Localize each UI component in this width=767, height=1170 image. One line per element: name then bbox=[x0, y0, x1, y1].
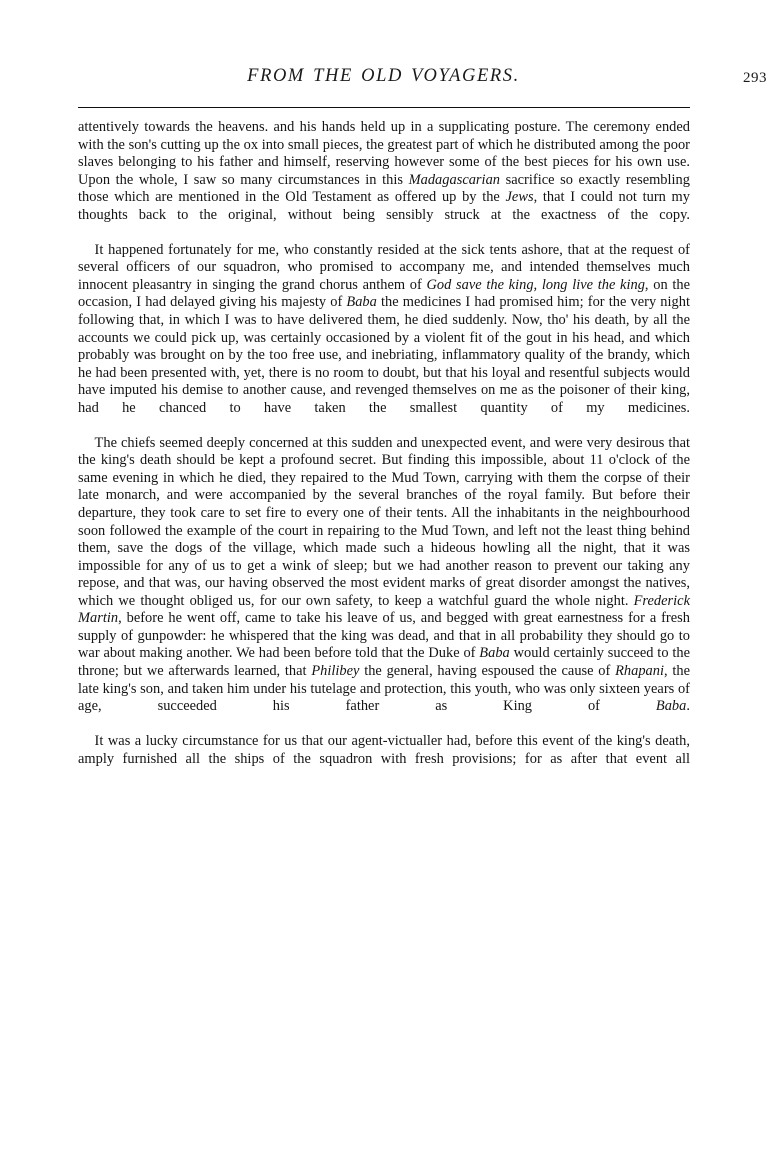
header-rule bbox=[78, 107, 690, 108]
text-run: , that I could not turn my thoughts back to the original, without being sensibly struck at the exactness of the copy. bbox=[78, 189, 690, 223]
italic-phrase: Madagascarian bbox=[408, 171, 501, 188]
text-run: It happened fortunately for me, who constantly resided at the sick tents ashore, that at the request of several officers of our squadron, who promised to accompany me, and intended themselves much innocent pleasantry in singing the grand chorus anthem of bbox=[78, 241, 690, 293]
page-number: 293 bbox=[743, 70, 767, 86]
body-text bbox=[78, 119, 690, 786]
paragraph bbox=[78, 119, 690, 242]
italic-phrase: Baba bbox=[655, 698, 687, 715]
italic-phrase: God save the king, long live the king bbox=[426, 276, 645, 293]
text-run: . bbox=[686, 698, 690, 715]
text-run: the general, having espoused the cause of bbox=[359, 662, 616, 679]
italic-phrase: Frederick Martin bbox=[78, 592, 690, 627]
text-run: , on the occasion, I had delayed giving his majesty of bbox=[78, 276, 690, 311]
italic-phrase: Philibey bbox=[311, 662, 360, 679]
text-run: It was a lucky circumstance for us that our agent-victualler had, before this event of the king's death, amply furnished all the ships of the squadron with fresh provisions; for as after that event all bbox=[78, 733, 690, 767]
running-head bbox=[0, 0, 767, 112]
text-run: sacrifice so exactly resembling those which are mentioned in the Old Testament as offered up by the bbox=[78, 171, 690, 206]
text-run: the medicines I had promised him; for the very night following that, in which I was to have delivered them, he died suddenly. Now, tho' his death, by all the accounts we could pick up, was certainly occasioned by a violent fit of the gout in his head, and which probably was brought on by the too free use, and inebriating, inflammatory quality of the brandy, which he had been presented with, yet, there is no room to doubt, but that his loyal and resentful subjects would have imputed his demise to another cause, and revenged themselves on me as the poisoner of their king, had he chanced to have taken the smallest quantity of my medicines. bbox=[78, 294, 690, 416]
text-run: The chiefs seemed deeply concerned at this sudden and unexpected event, and were very desirous that the king's death should be kept a profound secret. But finding this impossible, about 11 o'clock of the same evening in which he died, they repaired to the Mud Town, carrying with them the corpse of their late monarch, and were accompanied by the several branches of the royal family. But before their departure, they took care to set fire to every one of their tents. All the inhabitants in the neighbourhood soon followed the example of the court in repairing to the Mud Town, and left not the least thing behind them, save the dogs of the village, which made such a hideous howling all the night, that it was impossible for any of us to get a wink of sleep; but we had another reason to prevent our taking any repose, and that was, our having observed the most evident marks of great disorder amongst the natives, which we thought obliged us, for our own safety, to keep a watchful guard the whole night. bbox=[78, 434, 690, 609]
paragraph bbox=[78, 435, 690, 733]
text-run: , the late king's son, and taken him under his tutelage and protection, this youth, who was only sixteen years of age, succeeded his father as King of bbox=[78, 662, 690, 715]
italic-phrase: Baba bbox=[479, 645, 510, 662]
italic-phrase: Jews bbox=[505, 189, 534, 206]
paragraph bbox=[78, 242, 690, 435]
text-run: , before he went off, came to take his leave of us, and begged with great earnestness for a fresh supply of gunpowder: he whispered that the king was dead, and that in all probability they should go to war about making another. We had been before told that the Duke of bbox=[78, 610, 690, 662]
paragraph bbox=[78, 733, 690, 786]
text-run: would certainly succeed to the throne; but we afterwards learned, that bbox=[78, 645, 690, 679]
running-head-title: FROM THE OLD VOYAGERS. bbox=[247, 66, 520, 86]
text-run: attentively towards the heavens. and his hands held up in a supplicating posture. The ceremony ended with the son's cutting up the ox into small pieces, the greatest part of which he distributed among the poor slaves belonging to his father and himself, reserving however some of the best pieces for his own use. Upon the whole, I saw so many circumstances in this bbox=[78, 119, 690, 188]
italic-phrase: Baba bbox=[346, 294, 377, 311]
italic-phrase: Rhapani bbox=[615, 662, 664, 679]
